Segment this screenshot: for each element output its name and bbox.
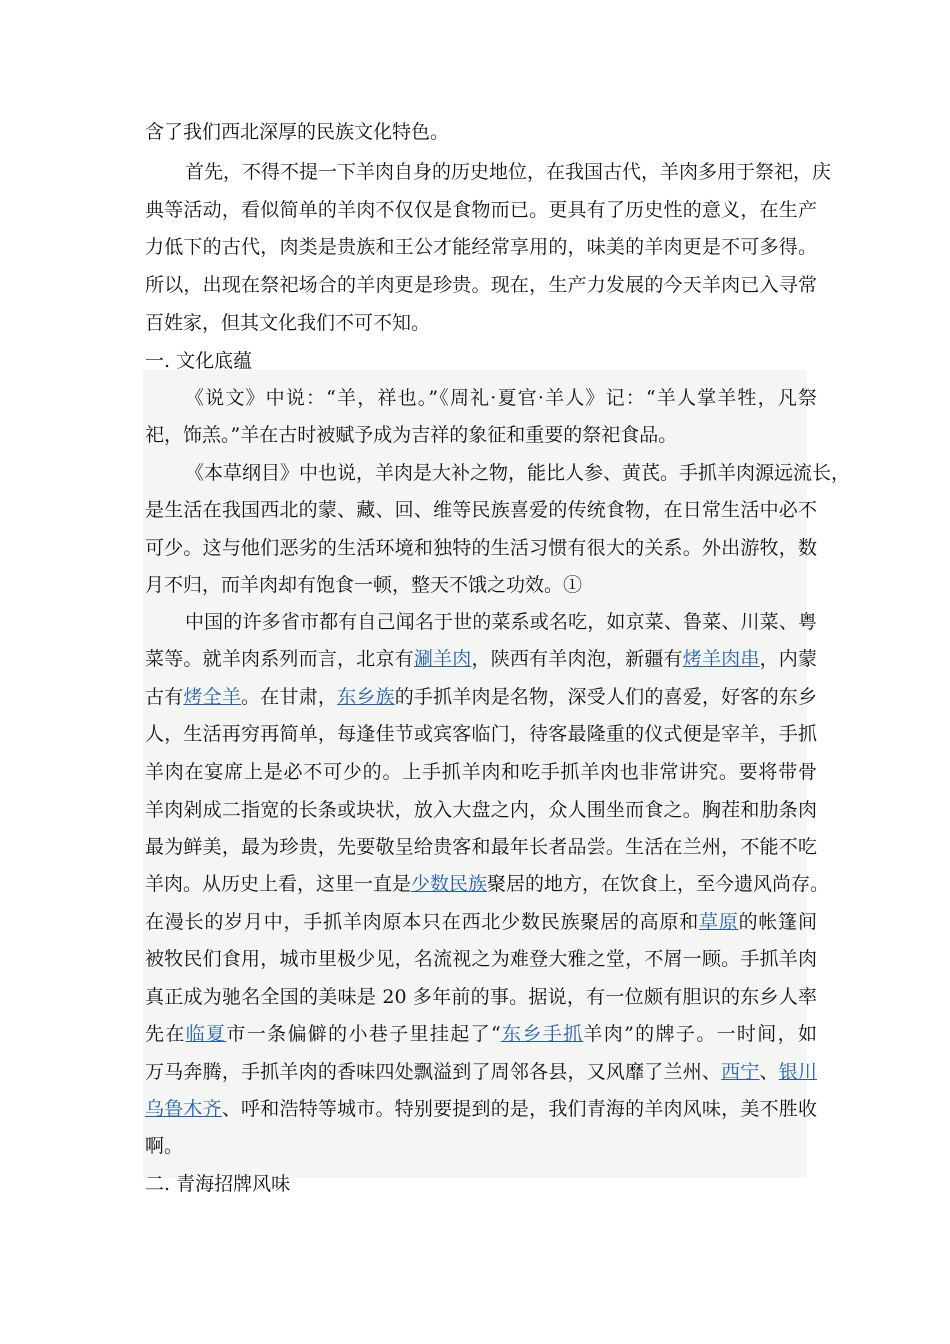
text-span: ，内蒙 xyxy=(759,648,817,670)
text-line xyxy=(145,160,832,184)
text-line xyxy=(145,273,817,297)
inline-link[interactable]: 东乡族 xyxy=(337,686,395,708)
text-span: 的手抓羊肉是名物，深受人们的喜爱，好客的东乡 xyxy=(394,686,817,708)
text-span: 真正成为驰名全国的美味是 20 多年前的事。据说，有一位颇有胆识的东乡人率 xyxy=(145,986,817,1008)
inline-link[interactable]: 涮羊肉 xyxy=(413,648,472,670)
text-line xyxy=(145,536,817,560)
text-span: 是生活在我国西北的蒙、藏、回、维等民族喜爱的传统食物，在日常生活中必不 xyxy=(145,499,817,521)
text-line xyxy=(145,760,817,784)
text-line xyxy=(145,1060,817,1084)
inline-link[interactable]: 东乡手抓 xyxy=(500,1023,584,1045)
text-line xyxy=(145,722,817,746)
text-span: 羊肉在宴席上是必不可少的。上手抓羊肉和吃手抓羊肉也非常讲究。要将带骨 xyxy=(145,761,817,783)
text-line xyxy=(145,1022,817,1046)
text-span: 菜等。就羊肉系列而言，北京有 xyxy=(145,648,414,670)
section-heading xyxy=(145,349,817,373)
text-line xyxy=(145,1134,817,1158)
text-line xyxy=(145,647,817,671)
inline-link[interactable]: 草原 xyxy=(699,911,739,933)
text-span: 《本草纲目》中也说，羊肉是大补之物，能比人参、黄芪。手抓羊肉源远流长， xyxy=(185,462,851,484)
inline-link[interactable]: 西宁 xyxy=(721,1061,760,1083)
text-span: 啊。 xyxy=(145,1135,184,1157)
text-line xyxy=(145,235,817,259)
text-line xyxy=(145,985,817,1009)
text-span: 一. 文化底蕴 xyxy=(145,350,253,372)
text-span: 羊肉剁成二指宽的长条或块状，放入大盘之内，众人围坐而食之。胸茬和肋条肉 xyxy=(145,799,817,821)
text-line xyxy=(145,910,817,934)
text-span: 祀，饰羔。”羊在古时被赋予成为吉祥的象征和重要的祭祀食品。 xyxy=(145,424,678,446)
inline-link[interactable]: 烤全羊 xyxy=(183,686,242,708)
text-span: 先在 xyxy=(145,1023,186,1045)
text-line xyxy=(145,120,817,144)
text-span: 、呼和浩特等城市。特别要提到的是，我们青海的羊肉风味，美不胜收 xyxy=(221,1098,817,1120)
text-span: 月不归，而羊肉却有饱食一顿，整天不饿之功效。① xyxy=(145,574,583,596)
text-line xyxy=(145,461,851,485)
text-line xyxy=(145,386,817,410)
text-span: 《说文》中说：“羊，祥也。”《周礼·夏官·羊人》记：“羊人掌羊牲，凡祭 xyxy=(185,387,817,409)
text-span: 力低下的古代，肉类是贵族和王公才能经常享用的，味美的羊肉更是不可多得。 xyxy=(145,236,817,258)
text-span: 古有 xyxy=(145,686,184,708)
section-heading xyxy=(145,1172,817,1196)
text-span: 中国的许多省市都有自己闻名于世的菜系或名吃，如京菜、鲁菜、川菜、粤 xyxy=(185,611,817,633)
text-span: 所以，出现在祭祀场合的羊肉更是珍贵。现在，生产力发展的今天羊肉已入寻常 xyxy=(145,274,817,296)
text-span: 典等活动，看似简单的羊肉不仅仅是食物而已。更具有了历史性的意义，在生产 xyxy=(145,199,817,221)
text-line xyxy=(145,198,817,222)
text-line xyxy=(145,685,817,709)
text-span: 。在甘肃， xyxy=(241,686,338,708)
text-line xyxy=(145,423,817,447)
text-line xyxy=(145,1097,817,1121)
inline-link[interactable]: 银川 xyxy=(778,1061,817,1083)
text-span: 羊肉。从历史上看，这里一直是 xyxy=(145,873,412,895)
text-line xyxy=(145,610,817,634)
text-line xyxy=(145,498,817,522)
text-span: 羊肉”的牌子。一时间，如 xyxy=(583,1023,817,1045)
text-line xyxy=(145,573,817,597)
text-line xyxy=(145,311,817,335)
text-span: 的帐篷间 xyxy=(738,911,817,933)
text-span: 在漫长的岁月中，手抓羊肉原本只在西北少数民族聚居的高原和 xyxy=(145,911,700,933)
text-span: 含了我们西北深厚的民族文化特色。 xyxy=(145,121,450,143)
text-span: 市一条偏僻的小巷子里挂起了“ xyxy=(226,1023,501,1045)
inline-link[interactable]: 烤羊肉串 xyxy=(682,648,760,670)
text-line xyxy=(145,872,830,896)
text-span: 百姓家，但其文化我们不可不知。 xyxy=(145,312,431,334)
text-span: ，陕西有羊肉泡，新疆有 xyxy=(471,648,683,670)
text-span: 万马奔腾，手抓羊肉的香味四处飘溢到了周邻各县，又风靡了兰州、 xyxy=(145,1061,722,1083)
text-span: 二. 青海招牌风味 xyxy=(145,1173,291,1195)
text-span: 可少。这与他们恶劣的生活环境和独特的生活习惯有很大的关系。外出游牧，数 xyxy=(145,537,817,559)
text-span: 被牧民们食用，城市里极少见，名流视之为难登大雅之堂，不屑一顾。手抓羊肉 xyxy=(145,948,817,970)
text-span: 聚居的地方，在饮食上，至今遗风尚存。 xyxy=(487,873,830,895)
text-span: 、 xyxy=(759,1061,779,1083)
text-line xyxy=(145,947,817,971)
text-span: 最为鲜美，最为珍贵，先要敬呈给贵客和最年长者品尝。生活在兰州，不能不吃 xyxy=(145,836,817,858)
text-line xyxy=(145,798,817,822)
text-span: 人，生活再穷再简单，每逢佳节或宾客临门，待客最隆重的仪式便是宰羊，手抓 xyxy=(145,723,817,745)
inline-link[interactable]: 少数民族 xyxy=(411,873,488,895)
inline-link[interactable]: 临夏 xyxy=(185,1023,227,1045)
text-span: 首先，不得不提一下羊肉自身的历史地位，在我国古代，羊肉多用于祭祀，庆 xyxy=(185,161,832,183)
text-line xyxy=(145,835,817,859)
inline-link[interactable]: 乌鲁木齐 xyxy=(145,1098,222,1120)
